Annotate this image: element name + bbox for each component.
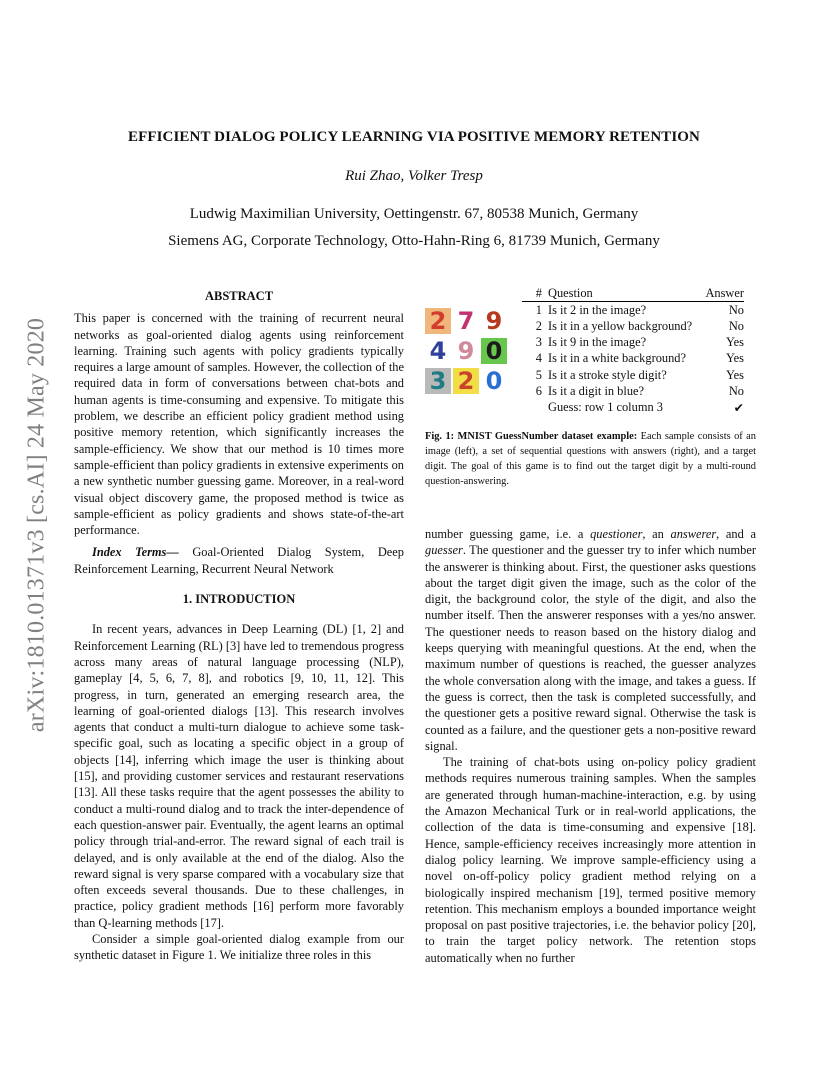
table-row — [522, 367, 744, 383]
paper-title: EFFICIENT DIALOG POLICY LEARNING VIA POSITIVE MEMORY RETENTION — [127, 129, 700, 145]
right-paragraph-1: number guessing game, i.e. a questioner, an answerer, and a guesser. The questioner and the guesser try to infer which number the answerer is thinking about. First, the questioner asks questions about the target digit given the image, such as the color of the digit, the background color, the style of the digit, and also the number itself. Then the answerer responses with a yes/no answer. The questioner needs to reason based on the history dialog and keeps querying with meaningful questions. At the end, when the maximum number of questions is reached, the guesser analyzes the whole conversation along with the image, and takes a guess. If the guess is correct, then the task is completed successfully, and the questioner gets a positive reward signal. Otherwise the task is counted as a failure, and the questioner gets a non-positive reward signal. — [425, 527, 756, 753]
mnist-image-grid — [425, 308, 509, 396]
row-number: 3 — [535, 335, 542, 350]
left-column — [74, 288, 404, 964]
question-table — [522, 285, 744, 416]
index-terms-label: Index Terms— — [92, 545, 179, 560]
row-question: Is it a digit in blue? — [548, 383, 645, 398]
row-answer: No — [728, 302, 744, 317]
row-number: 6 — [535, 383, 542, 398]
mnist-digit-tile: 7 — [453, 308, 479, 334]
row-number: 2 — [535, 318, 542, 333]
mnist-digit-tile: 3 — [425, 368, 451, 394]
mnist-digit-tile: 2 — [425, 308, 451, 334]
mnist-digit-tile: 9 — [481, 308, 507, 334]
guess-row — [522, 399, 744, 415]
row-answer: Yes — [725, 335, 744, 350]
intro-paragraph-2: Consider a simple goal-oriented dialog example from our synthetic dataset in Figure 1. We initialize three roles in this — [74, 931, 404, 963]
intro-paragraph-1: In recent years, advances in Deep Learning (DL) [1, 2] and Reinforcement Learning (RL) [3] have led to tremendous progress across many areas of natural language processing (NLP), gameplay [4, 5, 6, 7, 8], and robotics [9, 10, 11, 12]. This progress, in turn, generated an emerging research area, the learning of goal-oriented dialogs [13]. This research involves agents that conduct a multi-turn dialogue to achieve some task-specific goal, such as locating a specific object in a group of objects [14], inferring which image the user is thinking about [15], and providing customer services and restaurant reservations [13]. All these tasks require that the agent possesses the ability to conduct a multi-round dialog and to track the inter-dependence of each question-answer pair. Eventually, the agent learns an optimal policy through trial-and-error. The reward signal of each trail is delayed, and is only available at the end of the dialog. Also the reward signal is very sparse compared with a vocabulary size that often exceeds several thousands. Due to these challenges, in practice, policy gradient methods [16] perform more favorably than Q-learning methods [17]. — [74, 622, 404, 930]
affiliation-2: Siemens AG, Corporate Technology, Otto-Hahn-Ring 6, 81739 Munich, Germany — [168, 233, 660, 249]
row-number: 1 — [535, 302, 542, 317]
mnist-digit-tile: 0 — [481, 338, 507, 364]
index-terms-text: Goal-Oriented Dialog System, Deep Reinforcement Learning, Recurrent Neural Network — [74, 545, 404, 576]
mnist-digit-tile: 2 — [453, 368, 479, 394]
figure-caption — [425, 429, 756, 489]
row-question: Is it 2 in the image? — [548, 302, 647, 317]
introduction-heading: 1. INTRODUCTION — [182, 592, 296, 607]
abstract-text: This paper is concerned with the training of recurrent neural networks as goal-oriented dialog agents using reinforcement learning. Training such agents with policy gradients typically requires a large amount of samples. However, the collection of the required data in form of conversations between chat-bots and human agents is time-consuming and expensive. To mitigate this problem, we describe an efficient policy gradient method using positive memory retention, which significantly increases the sample-efficiency. We show that our method is 10 times more sample-efficient than policy gradients in extensive experiments on a new synthetic number guessing game. Moreover, in a real-word visual object discovery game, the proposed method is twice as sample-efficient as policy gradients and shows state-of-the-art performance. — [74, 311, 404, 538]
row-number: 5 — [535, 367, 542, 382]
mnist-digit-tile: 4 — [425, 338, 451, 364]
header-number: # — [522, 285, 548, 302]
row-question: Is it 9 in the image? — [548, 335, 647, 350]
index-terms — [74, 544, 404, 577]
row-answer: Yes — [725, 367, 744, 382]
right-column — [425, 526, 756, 966]
checkmark-icon: ✔ — [733, 399, 744, 415]
guess-label: Guess: row 1 column 3 — [548, 399, 663, 414]
table-row — [522, 351, 744, 367]
arxiv-stamp: arXiv:1810.01371v3 [cs.AI] 24 May 2020 — [23, 317, 50, 733]
caption-label: Fig. 1: MNIST GuessNumber dataset example: — [425, 431, 638, 442]
row-question: Is it in a white background? — [548, 351, 686, 366]
abstract-heading: ABSTRACT — [204, 289, 274, 303]
header-answer: Answer — [703, 285, 744, 302]
guess-number — [522, 399, 548, 415]
row-question: Is it in a yellow background? — [548, 318, 693, 333]
caption-text: Each sample consists of an image (left), a set of sequential questions with answers (right), and a target digit. The goal of this game is to find out the target digit by a multi-round question-answering. — [425, 431, 756, 487]
table-header-row — [522, 285, 744, 302]
table-row — [522, 335, 744, 351]
right-paragraph-2: The training of chat-bots using on-policy policy gradient methods requires numerous training samples. When the samples are generated through human-machine-interaction, e.g. by using the Amazon Mechanical Turk or in real-world applications, the collection of the data is time-consuming and expensive [18]. Hence, sample-efficiency receives increasingly more attention in dialog policy learning. We improve sample-efficiency using a novel on-off-policy policy gradient method relying on a biologically inspired mechanism [19], termed positive memory retention. This mechanism employs a bounded importance weight proposal on past positive trajectories, i.e. the behavior policy [20], to train the target policy network. The retention stops automatically when no further — [425, 755, 756, 965]
table-row — [522, 318, 744, 334]
table-row — [522, 302, 744, 319]
row-answer: Yes — [725, 351, 744, 366]
row-number: 4 — [535, 351, 542, 366]
mnist-digit-tile: 0 — [481, 368, 507, 394]
affiliation-1: Ludwig Maximilian University, Oettingenstr. 67, 80538 Munich, Germany — [189, 206, 639, 222]
row-answer: No — [728, 383, 744, 398]
row-answer: No — [728, 318, 744, 333]
authors: Rui Zhao, Volker Tresp — [345, 168, 483, 184]
table-row — [522, 383, 744, 399]
row-question: Is it a stroke style digit? — [548, 367, 667, 382]
header-question: Question — [548, 285, 703, 302]
mnist-digit-tile: 9 — [453, 338, 479, 364]
